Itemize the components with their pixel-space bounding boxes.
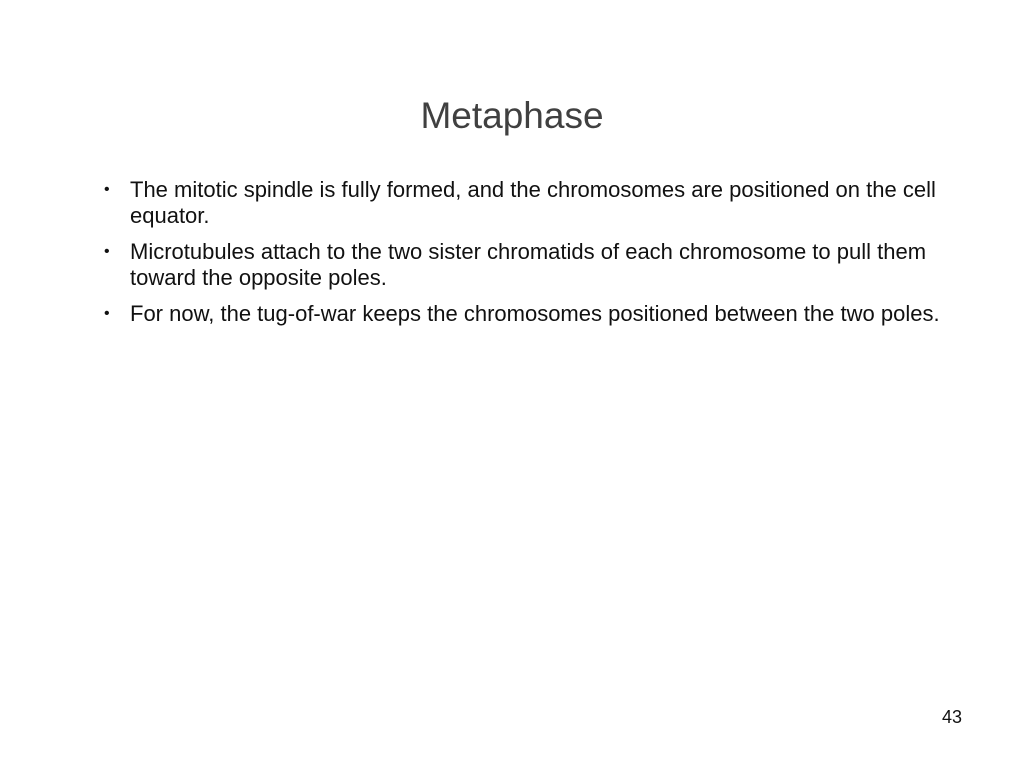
bullet-text: Microtubules attach to the two sister chromatids of each chromosome to pull them toward the opposite poles.: [130, 239, 927, 290]
bullet-marker: •: [104, 305, 110, 322]
bullet-text: For now, the tug-of-war keeps the chromosomes positioned between the two poles.: [130, 301, 940, 326]
bullet-marker: •: [104, 243, 110, 260]
bullet-marker: •: [104, 181, 110, 198]
bullet-text: The mitotic spindle is fully formed, and the chromosomes are positioned on the cell equator.: [130, 177, 936, 228]
bullet-item: [104, 301, 974, 327]
slide-title: Metaphase: [420, 95, 604, 136]
page-number: 43: [941, 707, 962, 727]
bullet-item: [104, 177, 974, 229]
bullet-item: [104, 239, 974, 291]
bullet-list: [104, 177, 974, 337]
